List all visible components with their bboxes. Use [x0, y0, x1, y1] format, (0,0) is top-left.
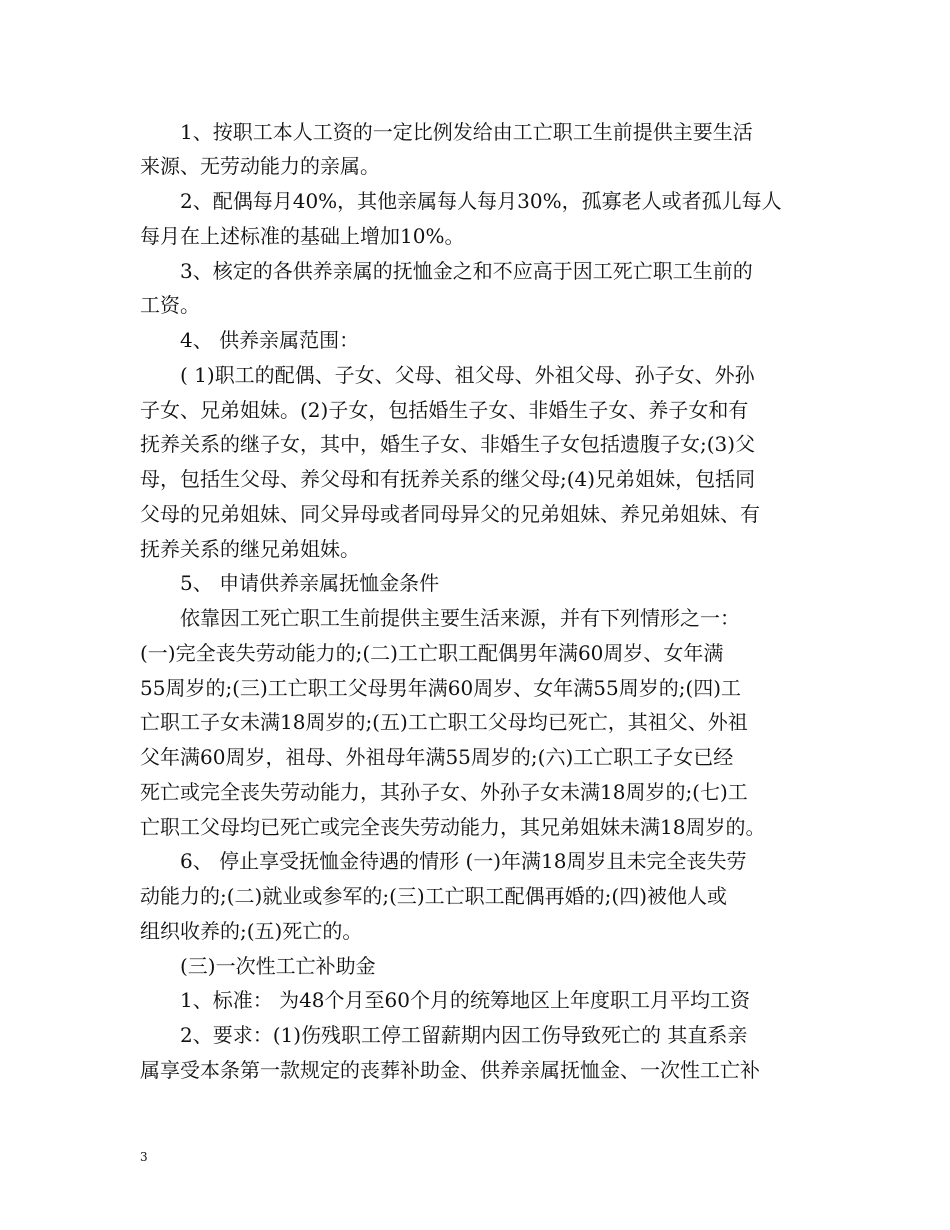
text-line: 工资。 [140, 293, 200, 317]
text-line: ( 1)职工的配偶、子女、父母、祖父母、外祖父母、孙子女、外孙 [180, 363, 755, 387]
text-line: 1、按职工本人工资的一定比例发给由工亡职工生前提供主要生活 [180, 120, 753, 144]
text-line: 母，包括生父母、养父母和有抚养关系的继父母;(4)兄弟姐妹，包括同 [140, 467, 756, 491]
text-line: 2、配偶每月40%，其他亲属每人每月30%，孤寡老人或者孤儿每人 [180, 189, 782, 213]
text-line: (一)完全丧失劳动能力的;(二)工亡职工配偶男年满60周岁、女年满 [140, 641, 724, 665]
text-line: 抚养关系的继兄弟姐妹。 [140, 537, 360, 561]
text-line: 动能力的;(二)就业或参军的;(三)工亡职工配偶再婚的;(四)被他人或 [140, 884, 728, 908]
text-line: 组织收养的;(五)死亡的。 [140, 919, 363, 943]
text-line: 亡职工父母均已死亡或完全丧失劳动能力，其兄弟姐妹未满18周岁的。 [140, 815, 766, 839]
text-line: 死亡或完全丧失劳动能力，其孙子女、外孙子女未满18周岁的;(七)工 [140, 780, 748, 804]
text-line: 子女、兄弟姐妹。(2)子女，包括婚生子女、非婚生子女、养子女和有 [140, 398, 749, 422]
text-line: 亡职工子女未满18周岁的;(五)工亡职工父母均已死亡，其祖父、外祖 [140, 710, 748, 734]
page-number: 3 [140, 1150, 148, 1164]
text-line: 依靠因工死亡职工生前提供主要生活来源，并有下列情形之一： [180, 606, 740, 630]
text-line: 父年满60周岁，祖母、外祖母年满55周岁的;(六)工亡职工子女已经 [140, 745, 734, 769]
text-line: 3、核定的各供养亲属的抚恤金之和不应高于因工死亡职工生前的 [180, 259, 753, 283]
text-line: 5、 申请供养亲属抚恤金条件 [180, 571, 440, 595]
text-line: 1、标准： 为48个月至60个月的统筹地区上年度职工月平均工资 [180, 988, 750, 1012]
text-line: 来源、无劳动能力的亲属。 [140, 154, 380, 178]
text-line: 6、 停止享受抚恤金待遇的情形 (一)年满18周岁且未完全丧失劳 [180, 849, 747, 873]
text-line: 4、 供养亲属范围： [180, 328, 360, 352]
text-line: 父母的兄弟姐妹、同父异母或者同母异父的兄弟姐妹、养兄弟姐妹、有 [140, 502, 760, 526]
text-line: 2、要求：(1)伤残职工停工留薪期内因工伤导致死亡的 其直系亲 [180, 1023, 748, 1047]
text-line: 抚养关系的继子女，其中，婚生子女、非婚生子女包括遗腹子女;(3)父 [140, 432, 756, 456]
section-heading: (三)一次性工亡补助金 [180, 954, 376, 978]
text-line: 属享受本条第一款规定的丧葬补助金、供养亲属抚恤金、一次性工亡补 [140, 1058, 760, 1082]
text-line: 每月在上述标准的基础上增加10%。 [140, 224, 465, 248]
text-line: 55周岁的;(三)工亡职工父母男年满60周岁、女年满55周岁的;(四)工 [140, 676, 742, 700]
